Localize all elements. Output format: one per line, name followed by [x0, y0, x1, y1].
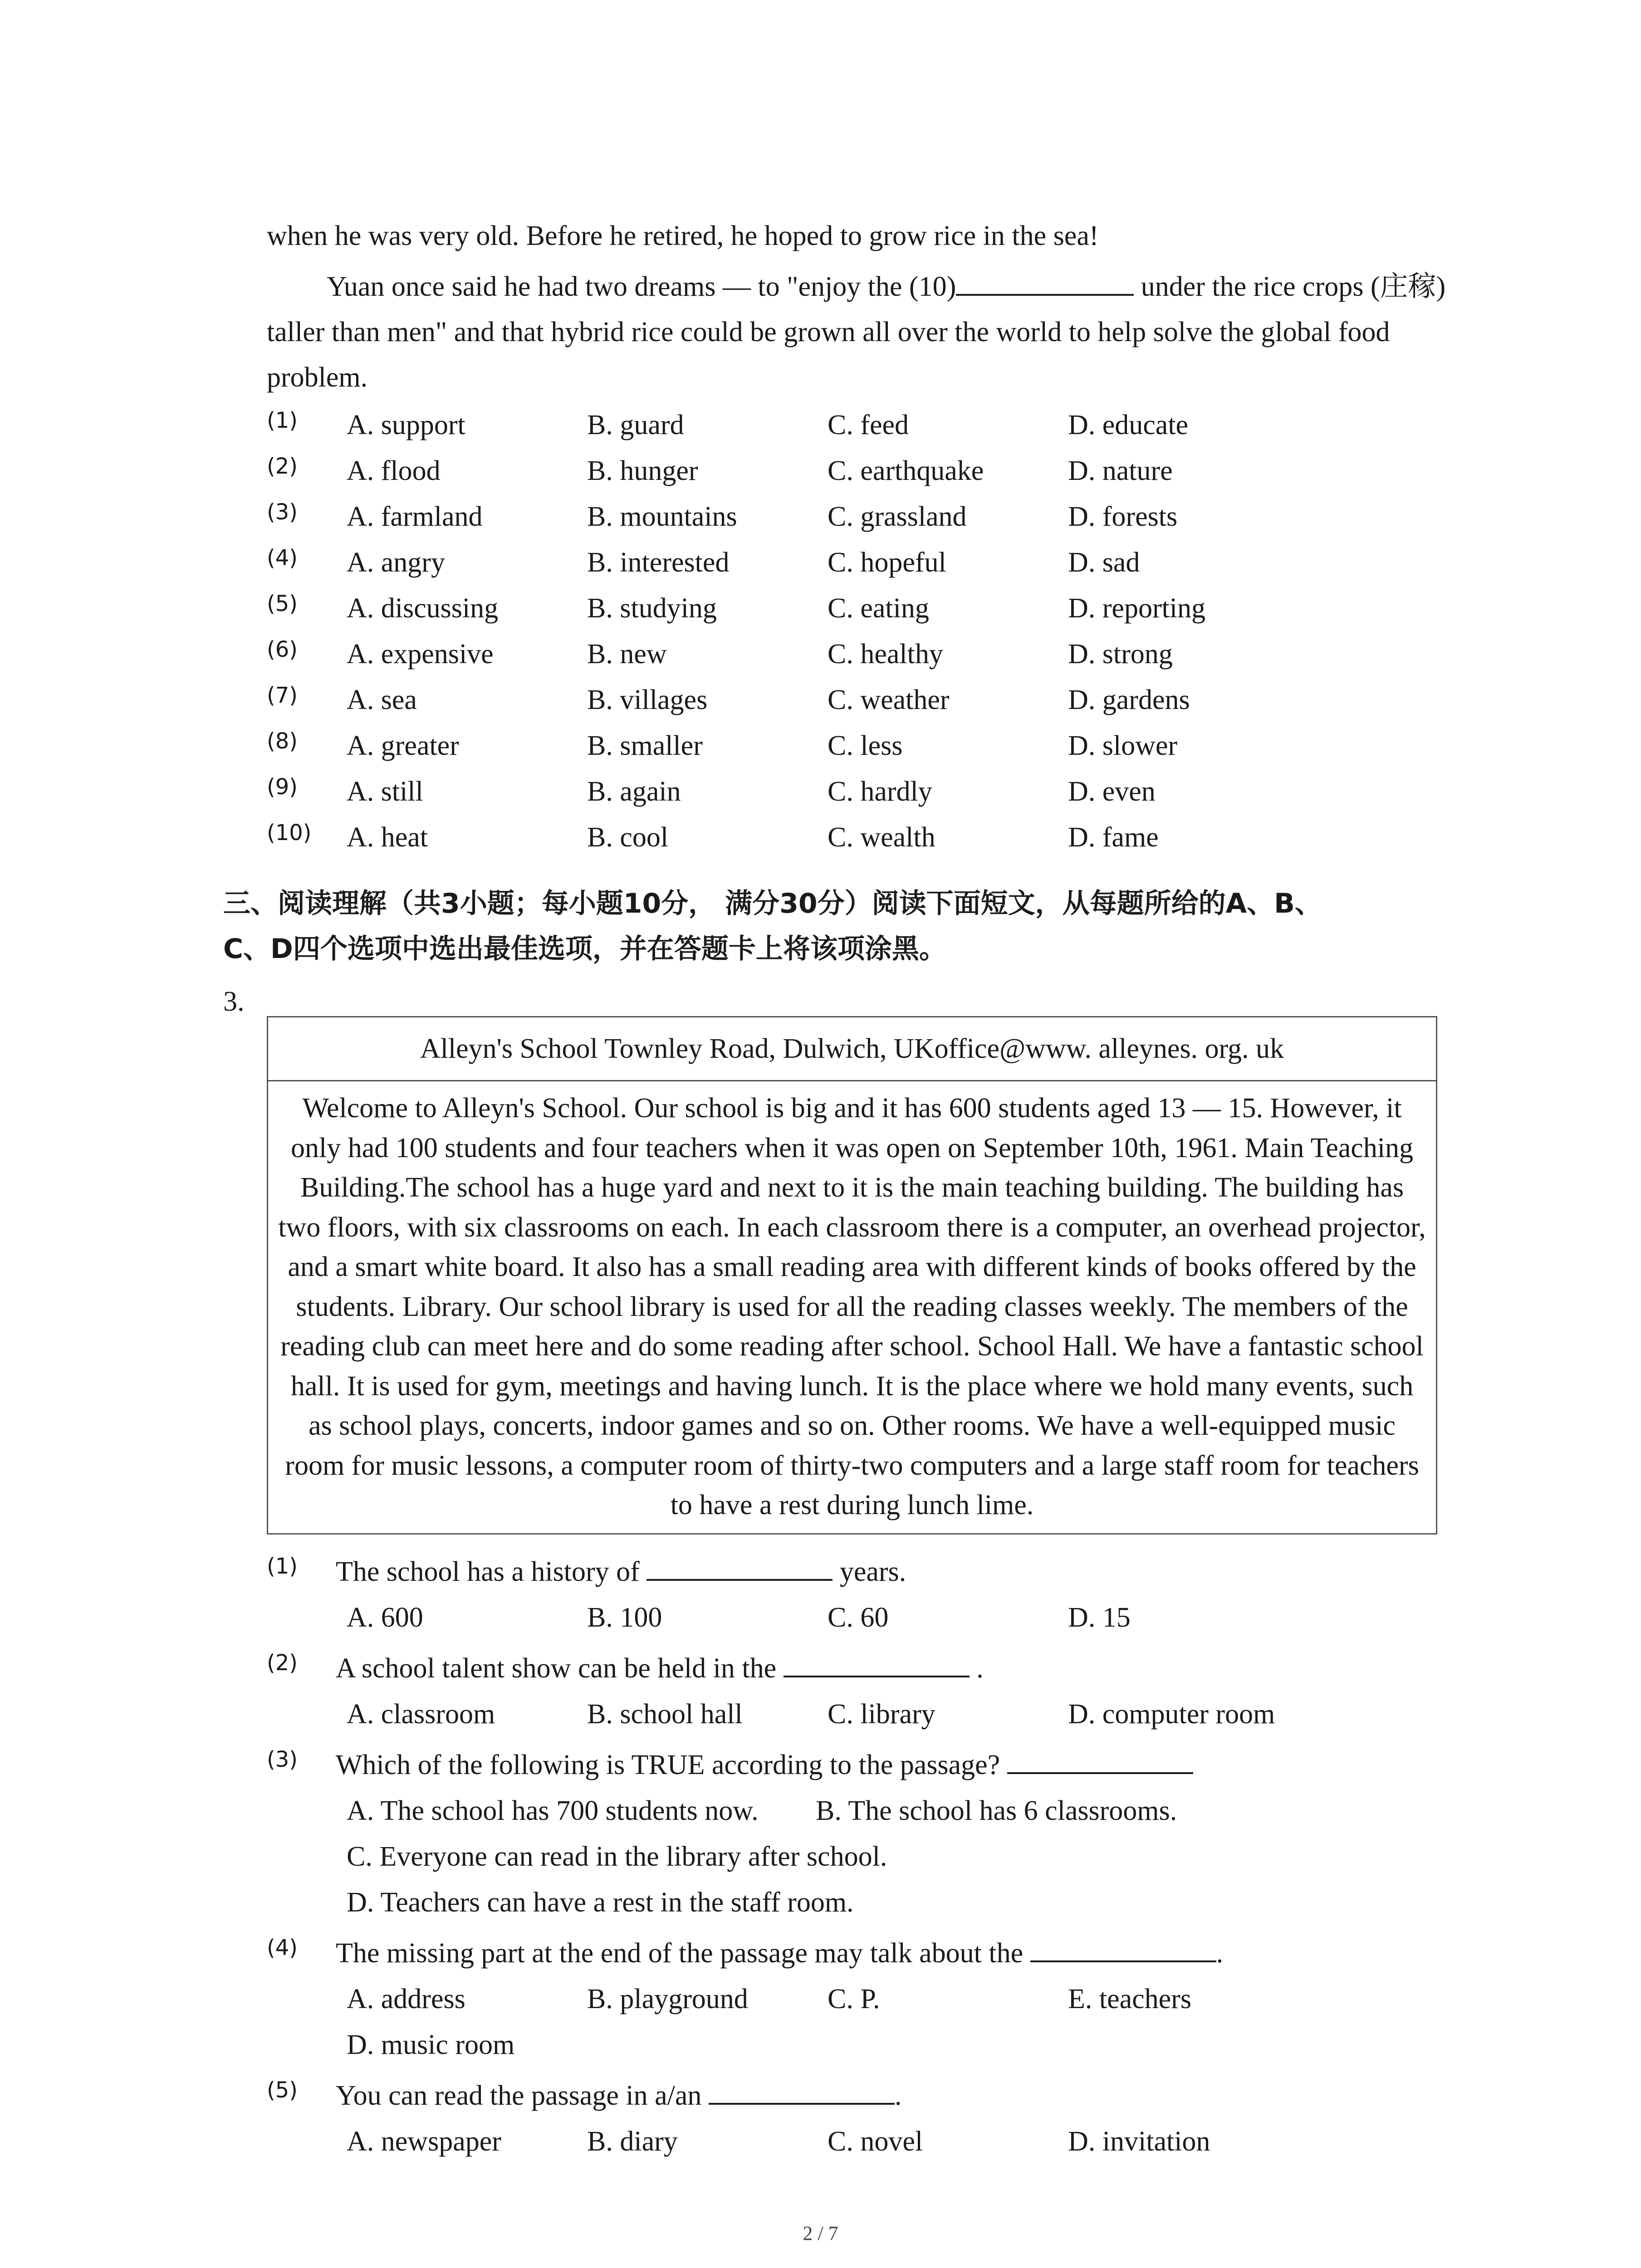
option-a: A. address: [347, 1984, 465, 2014]
option-row: [267, 677, 1492, 723]
option-a: A. greater: [347, 730, 459, 761]
answer-blank: [1007, 1746, 1193, 1774]
item-number: (8): [267, 728, 298, 754]
option-c: C. less: [828, 730, 903, 761]
passage-body: Welcome to Alleyn's School. Our school is big and it has 600 students aged 13 — 15. However, it only had 100 students and four teachers when it was open on September 10th, 1961. Main Teaching Building.The school has a huge yard and next to it is the main teaching building. The building has two floors, with six classrooms on each. In each classroom there is a computer, an overhead projector, and a smart white board. It also has a small reading area with different kinds of books offered by the students. Library. Our school library is used for all the reading classes weekly. The members of the reading club can meet here and do some reading after school. School Hall. We have a fantastic school hall. It is used for gym, meetings and having lunch. It is the place where we hold many events, such as school plays, concerts, indoor games and so on. Other rooms. We have a well-equipped music room for music lessons, a computer room of thirty-two computers and a large staff room for teachers to have a rest during lunch lime.: [278, 1093, 1426, 1520]
option-row: [267, 2022, 1492, 2068]
option-a: A. newspaper: [347, 2126, 501, 2157]
option-row: [267, 769, 1492, 814]
item-number: (10): [267, 820, 312, 846]
answer-blank: [956, 268, 1134, 296]
option-a: A. still: [347, 776, 423, 807]
item-number: (2): [267, 1650, 298, 1676]
item-number: (4): [267, 1935, 298, 1960]
option-a: A. The school has 700 students now.: [347, 1795, 759, 1826]
option-e: E. teachers: [1068, 1984, 1191, 2014]
answer-blank: [709, 2077, 895, 2105]
question-text: The missing part at the end of the passage may talk about the .: [336, 1931, 1223, 1976]
question-text: You can read the passage in a/an .: [336, 2073, 901, 2118]
option-a: A. expensive: [347, 639, 494, 670]
option-b: B. new: [587, 639, 667, 670]
reading-passage-box: [267, 1016, 1437, 1535]
option-a: A. 600: [347, 1602, 423, 1633]
item-number: (1): [267, 408, 298, 433]
option-c: C. feed: [828, 410, 909, 440]
passage-header: Alleyn's School Townley Road, Dulwich, UKoffice@www. alleynes. org. uk: [268, 1017, 1436, 1081]
page-number: 2 / 7: [803, 2222, 838, 2244]
passage-line: when he was very old. Before he retired, he hoped to grow rice in the sea!: [267, 220, 1099, 251]
section-title: C、D四个选项中选出最佳选项，并在答题卡上将该项涂黑。: [223, 933, 946, 965]
item-number: (3): [267, 499, 298, 525]
option-row: [267, 1788, 1492, 1833]
option-b: B. hunger: [587, 455, 698, 486]
option-a: A. flood: [347, 455, 441, 486]
option-b: B. villages: [587, 684, 708, 715]
item-number: (1): [267, 1554, 298, 1579]
question-text: Which of the following is TRUE according to the passage?: [336, 1742, 1193, 1788]
passage-text: Yuan once said he had two dreams — to "enjoy the (10): [327, 271, 956, 302]
option-c: C. weather: [828, 684, 950, 715]
option-c: C. earthquake: [828, 455, 984, 486]
option-row: [267, 1880, 1492, 1925]
option-b: B. interested: [587, 547, 730, 578]
option-b: B. 100: [587, 1602, 662, 1633]
option-d: D. strong: [1068, 639, 1173, 670]
option-row: [267, 631, 1492, 677]
option-row: [267, 2119, 1492, 2164]
option-c: C. grassland: [828, 501, 967, 532]
question-text: A school talent show can be held in the .: [336, 1646, 984, 1691]
section-title: 三、阅读理解（共3小题；每小题10分， 满分30分）阅读下面短文，从每题所给的A、B、: [223, 888, 1322, 919]
option-d: D. Teachers can have a rest in the staff room.: [347, 1887, 854, 1918]
option-d: D. nature: [1068, 455, 1173, 486]
option-d: D. slower: [1068, 730, 1178, 761]
option-c: C. healthy: [828, 639, 943, 670]
option-c: C. P.: [828, 1984, 880, 2014]
item-number: (2): [267, 454, 298, 479]
option-d: D. music room: [347, 2029, 515, 2060]
option-c: C. hopeful: [828, 547, 946, 578]
option-b: B. cool: [587, 822, 669, 853]
option-b: B. diary: [587, 2126, 678, 2157]
option-b: B. playground: [587, 1984, 748, 2014]
item-number: (3): [267, 1747, 298, 1772]
option-b: B. mountains: [587, 501, 737, 532]
question-number: 3.: [223, 986, 245, 1017]
option-b: B. again: [587, 776, 681, 807]
option-c: C. eating: [828, 593, 929, 624]
answer-blank: [784, 1649, 970, 1677]
option-c: C. Everyone can read in the library after school.: [347, 1841, 887, 1872]
option-row: [267, 402, 1492, 448]
option-b: B. guard: [587, 410, 684, 440]
option-b: B. The school has 6 classrooms.: [816, 1795, 1177, 1826]
option-c: C. wealth: [828, 822, 936, 853]
option-d: D. invitation: [1068, 2126, 1210, 2157]
option-d: D. reporting: [1068, 593, 1206, 624]
option-a: A. heat: [347, 822, 428, 853]
option-row: [267, 448, 1492, 494]
option-d: D. fame: [1068, 822, 1159, 853]
option-d: D. even: [1068, 776, 1156, 807]
option-d: D. educate: [1068, 410, 1189, 440]
item-number: (6): [267, 637, 298, 662]
option-b: B. school hall: [587, 1699, 743, 1730]
question-text: The school has a history of years.: [336, 1549, 906, 1594]
option-c: C. hardly: [828, 776, 932, 807]
option-d: D. forests: [1068, 501, 1178, 532]
option-row: [267, 494, 1492, 539]
option-d: D. 15: [1068, 1602, 1131, 1633]
item-number: (9): [267, 774, 298, 800]
answer-blank: [1030, 1934, 1216, 1962]
option-row: [267, 586, 1492, 631]
option-row: [267, 815, 1492, 860]
option-a: A. angry: [347, 547, 445, 578]
option-a: A. discussing: [347, 593, 499, 624]
item-number: (4): [267, 545, 298, 571]
option-b: B. smaller: [587, 730, 703, 761]
option-row: [267, 723, 1492, 768]
option-row: [267, 1691, 1492, 1737]
item-number: (5): [267, 2077, 298, 2103]
option-d: D. gardens: [1068, 684, 1190, 715]
option-d: D. computer room: [1068, 1699, 1275, 1730]
option-c: C. 60: [828, 1602, 889, 1633]
item-number: (7): [267, 683, 298, 708]
option-c: C. novel: [828, 2126, 923, 2157]
option-b: B. studying: [587, 593, 717, 624]
option-a: A. farmland: [347, 501, 483, 532]
answer-blank: [647, 1553, 833, 1581]
option-row: [267, 1976, 1492, 2022]
option-c: C. library: [828, 1699, 936, 1730]
option-row: [267, 540, 1492, 585]
passage-paragraph: [267, 264, 1446, 400]
item-number: (5): [267, 591, 298, 616]
option-a: A. classroom: [347, 1699, 495, 1730]
option-d: D. sad: [1068, 547, 1140, 578]
passage-text: under the rice crops (庄稼) taller than men" and that hybrid rice could be grown all over the world to help solve the global food problem.: [267, 271, 1446, 393]
option-row: [267, 1595, 1492, 1640]
option-a: A. support: [347, 410, 465, 440]
option-row: [267, 1834, 1492, 1879]
option-a: A. sea: [347, 684, 417, 715]
